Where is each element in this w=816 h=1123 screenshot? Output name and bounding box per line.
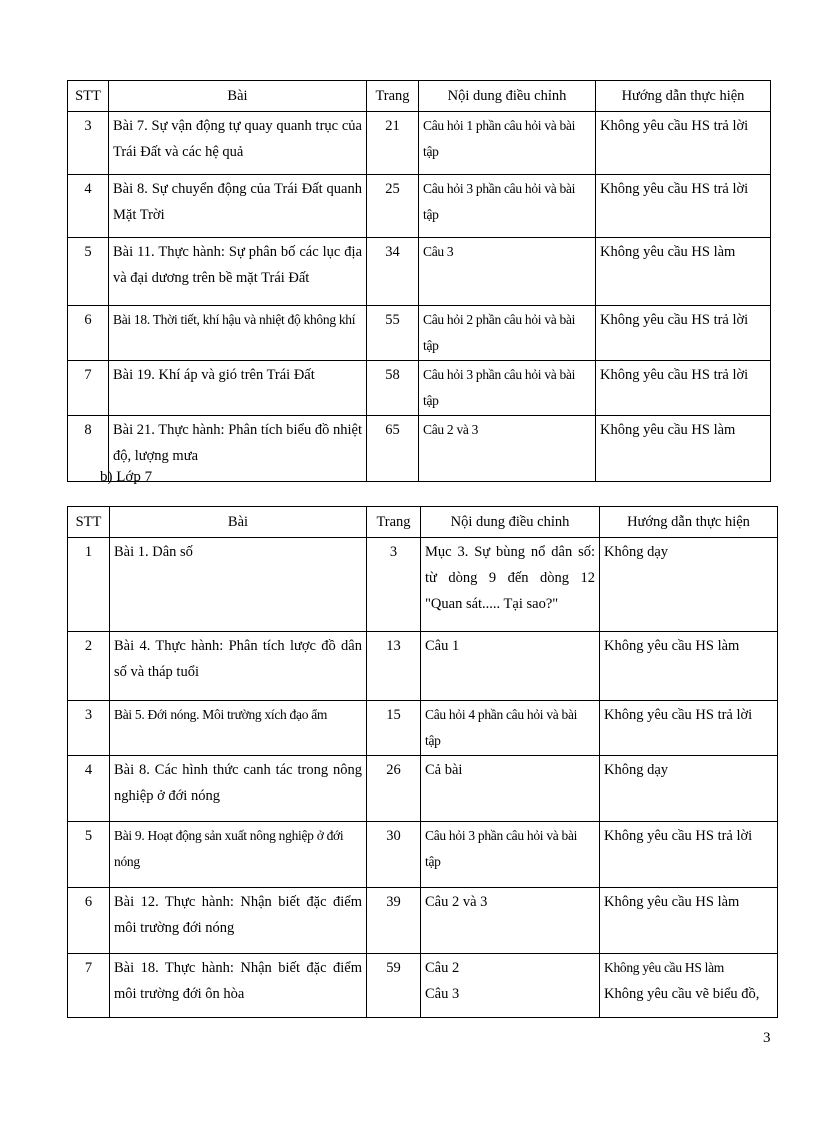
table-row bbox=[68, 822, 778, 888]
cell-huong-dan: Không yêu cầu HS trả lời bbox=[600, 701, 778, 756]
cell-trang: 55 bbox=[367, 306, 419, 361]
cell-huong-dan: Không yêu cầu HS trả lời bbox=[596, 112, 771, 175]
cell-trang: 34 bbox=[367, 238, 419, 306]
cell-huong-dan: Không yêu cầu HS làm bbox=[596, 238, 771, 306]
cell-trang: 30 bbox=[367, 822, 421, 888]
cell-huong-dan: Không yêu cầu HS làm bbox=[600, 632, 778, 701]
table-row bbox=[68, 175, 771, 238]
cell-huong-dan: Không yêu cầu HS trả lời bbox=[596, 361, 771, 416]
cell-stt: 4 bbox=[68, 175, 109, 238]
header-stt: STT bbox=[68, 507, 110, 538]
cell-noi-dung: Câu hỏi 3 phần câu hỏi và bài tập bbox=[421, 822, 600, 888]
cell-stt: 5 bbox=[68, 238, 109, 306]
header-stt: STT bbox=[68, 81, 109, 112]
cell-stt: 3 bbox=[68, 112, 109, 175]
cell-bai: Bài 12. Thực hành: Nhận biết đặc điểm môi trường đới nóng bbox=[110, 888, 367, 954]
cell-stt: 7 bbox=[68, 361, 109, 416]
cell-trang: 65 bbox=[367, 416, 419, 482]
header-huong-dan: Hướng dẫn thực hiện bbox=[600, 507, 778, 538]
header-trang: Trang bbox=[367, 507, 421, 538]
cell-huong-dan: Không dạy bbox=[600, 756, 778, 822]
table-header-row bbox=[68, 507, 778, 538]
cell-noi-dung: Cả bài bbox=[421, 756, 600, 822]
cell-line: Câu 3 bbox=[425, 986, 460, 1002]
cell-bai: Bài 11. Thực hành: Sự phân bố các lục địa và đại dương trên bề mặt Trái Đất bbox=[109, 238, 367, 306]
cell-bai: Bài 21. Thực hành: Phân tích biểu đồ nhiệt độ, lượng mưa bbox=[109, 416, 367, 482]
cell-noi-dung bbox=[421, 954, 600, 1018]
cell-bai: Bài 8. Sự chuyển động của Trái Đất quanh Mặt Trời bbox=[109, 175, 367, 238]
header-noi-dung: Nội dung điều chỉnh bbox=[421, 507, 600, 538]
cell-huong-dan: Không yêu cầu HS trả lời bbox=[600, 822, 778, 888]
cell-noi-dung: Câu 1 bbox=[421, 632, 600, 701]
table-row bbox=[68, 756, 778, 822]
cell-line: Không yêu cầu HS làm bbox=[604, 960, 724, 975]
header-trang: Trang bbox=[367, 81, 419, 112]
cell-bai: Bài 5. Đới nóng. Môi trường xích đạo ẩm bbox=[110, 701, 367, 756]
cell-noi-dung: Câu 3 bbox=[419, 238, 596, 306]
cell-trang: 21 bbox=[367, 112, 419, 175]
cell-bai: Bài 18. Thực hành: Nhận biết đặc điểm môi trường đới ôn hòa bbox=[110, 954, 367, 1018]
cell-stt: 6 bbox=[68, 888, 110, 954]
cell-noi-dung: Câu hỏi 3 phần câu hỏi và bài tập bbox=[419, 361, 596, 416]
cell-noi-dung: Câu hỏi 1 phần câu hỏi và bài tập bbox=[419, 112, 596, 175]
cell-trang: 15 bbox=[367, 701, 421, 756]
cell-huong-dan: Không yêu cầu HS trả lời bbox=[596, 306, 771, 361]
cell-huong-dan bbox=[600, 954, 778, 1018]
section-heading-lop-7: b) Lớp 7 bbox=[100, 469, 153, 485]
table-row bbox=[68, 361, 771, 416]
cell-huong-dan: Không yêu cầu HS trả lời bbox=[596, 175, 771, 238]
cell-huong-dan: Không yêu cầu HS làm bbox=[596, 416, 771, 482]
cell-line: Câu 2 bbox=[425, 960, 460, 976]
cell-noi-dung: Câu hỏi 4 phần câu hỏi và bài tập bbox=[421, 701, 600, 756]
cell-huong-dan: Không dạy bbox=[600, 538, 778, 632]
table-row bbox=[68, 701, 778, 756]
cell-bai: Bài 19. Khí áp và gió trên Trái Đất bbox=[109, 361, 367, 416]
table-row bbox=[68, 416, 771, 482]
cell-bai: Bài 1. Dân số bbox=[110, 538, 367, 632]
table-row bbox=[68, 888, 778, 954]
cell-bai: Bài 18. Thời tiết, khí hậu và nhiệt độ không khí bbox=[109, 306, 367, 361]
table-lop-6-continued bbox=[67, 80, 771, 482]
cell-line: Không yêu cầu vẽ biểu đồ, bbox=[604, 986, 760, 1002]
table-row bbox=[68, 954, 778, 1018]
cell-noi-dung: Câu 2 và 3 bbox=[419, 416, 596, 482]
table-header-row bbox=[68, 81, 771, 112]
cell-trang: 59 bbox=[367, 954, 421, 1018]
header-bai: Bài bbox=[109, 81, 367, 112]
header-huong-dan: Hướng dẫn thực hiện bbox=[596, 81, 771, 112]
cell-trang: 13 bbox=[367, 632, 421, 701]
table-row bbox=[68, 632, 778, 701]
cell-stt: 5 bbox=[68, 822, 110, 888]
cell-trang: 26 bbox=[367, 756, 421, 822]
table-lop-7 bbox=[67, 506, 778, 1018]
cell-stt: 7 bbox=[68, 954, 110, 1018]
cell-huong-dan: Không yêu cầu HS làm bbox=[600, 888, 778, 954]
cell-stt: 2 bbox=[68, 632, 110, 701]
cell-bai: Bài 8. Các hình thức canh tác trong nông nghiệp ở đới nóng bbox=[110, 756, 367, 822]
cell-trang: 3 bbox=[367, 538, 421, 632]
cell-stt: 6 bbox=[68, 306, 109, 361]
cell-stt: 8 bbox=[68, 416, 109, 482]
cell-stt: 1 bbox=[68, 538, 110, 632]
table-row bbox=[68, 238, 771, 306]
cell-noi-dung: Mục 3. Sự bùng nổ dân số: từ dòng 9 đến dòng 12 "Quan sát..... Tại sao?" bbox=[421, 538, 600, 632]
header-bai: Bài bbox=[110, 507, 367, 538]
cell-trang: 58 bbox=[367, 361, 419, 416]
table-row bbox=[68, 112, 771, 175]
cell-stt: 4 bbox=[68, 756, 110, 822]
table-row bbox=[68, 306, 771, 361]
cell-noi-dung: Câu hỏi 3 phần câu hỏi và bài tập bbox=[419, 175, 596, 238]
cell-noi-dung: Câu hỏi 2 phần câu hỏi và bài tập bbox=[419, 306, 596, 361]
cell-stt: 3 bbox=[68, 701, 110, 756]
page-number: 3 bbox=[763, 1030, 771, 1046]
header-noi-dung: Nội dung điều chỉnh bbox=[419, 81, 596, 112]
cell-trang: 25 bbox=[367, 175, 419, 238]
cell-bai: Bài 7. Sự vận động tự quay quanh trục của Trái Đất và các hệ quả bbox=[109, 112, 367, 175]
cell-noi-dung: Câu 2 và 3 bbox=[421, 888, 600, 954]
table-row bbox=[68, 538, 778, 632]
cell-bai: Bài 9. Hoạt động sản xuất nông nghiệp ở đới nóng bbox=[110, 822, 367, 888]
cell-bai: Bài 4. Thực hành: Phân tích lược đồ dân số và tháp tuổi bbox=[110, 632, 367, 701]
cell-trang: 39 bbox=[367, 888, 421, 954]
